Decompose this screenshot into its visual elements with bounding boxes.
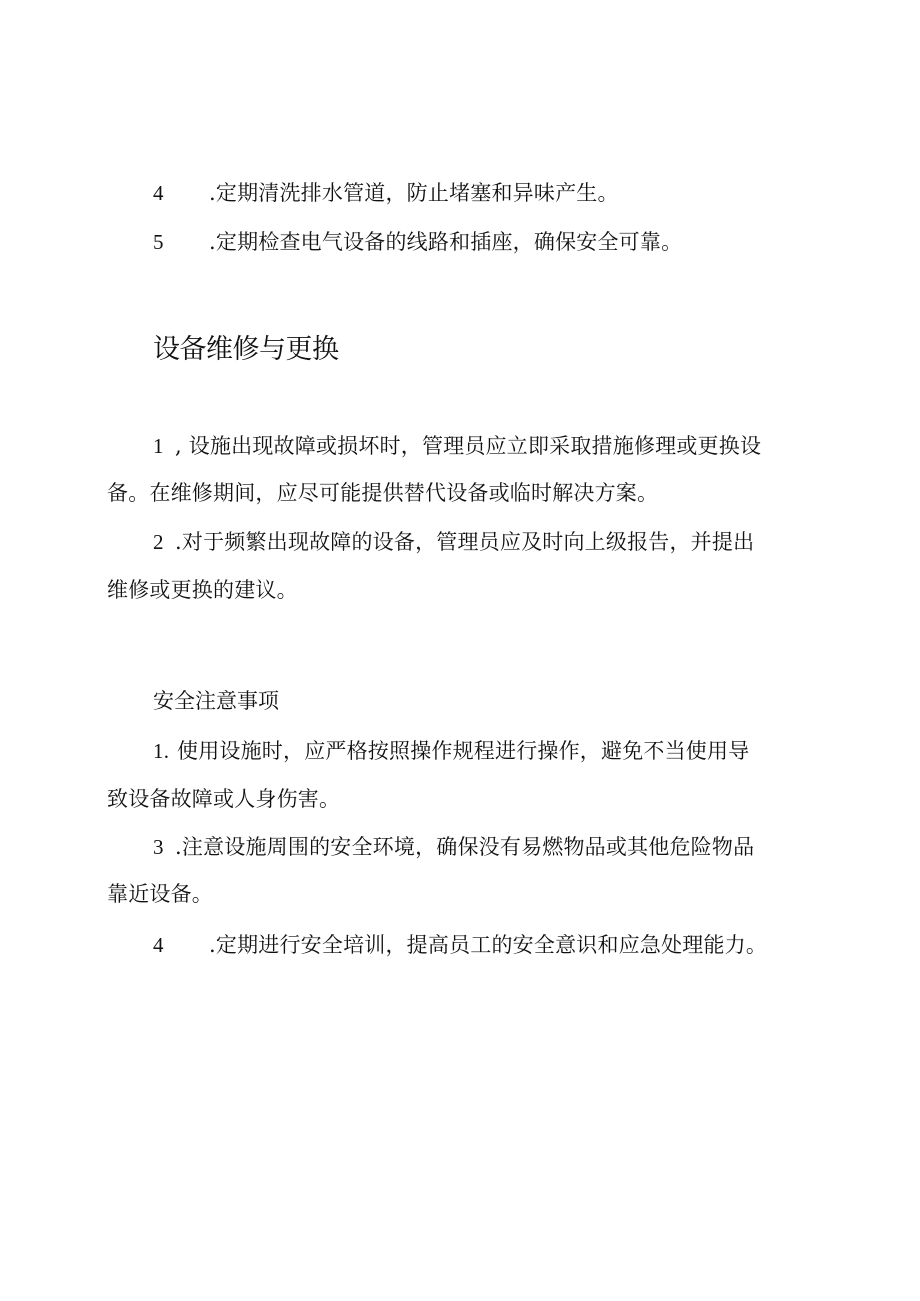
item-number: 4 — [153, 181, 164, 205]
item-text: .对于频繁出现故障的设备，管理员应及时向上级报告，并提出 — [175, 530, 755, 554]
repair-item-2-line2: 维修或更换的建议。 — [107, 578, 298, 602]
section-heading-safety: 安全注意事项 — [153, 689, 279, 713]
repair-item-2-line1 — [153, 527, 754, 557]
maintenance-item-4 — [153, 178, 619, 208]
item-text: .定期检查电气设备的线路和插座，确保安全可靠。 — [209, 230, 683, 254]
item-number: 2 — [153, 530, 164, 554]
item-number: 1 — [153, 434, 164, 458]
safety-item-1-line1 — [153, 736, 749, 766]
item-text: , 设施出现故障或损坏时，管理员应立即采取措施修理或更换设 — [175, 434, 762, 458]
item-number: 3 — [153, 835, 164, 859]
safety-item-4 — [153, 930, 767, 960]
safety-item-1-line2: 致设备故障或人身伤害。 — [107, 787, 341, 811]
item-number: 1. — [153, 739, 170, 763]
section-heading-repair: 设备维修与更换 — [153, 334, 339, 365]
repair-item-1-line2: 备。在维修期间，应尽可能提供替代设备或临时解决方案。 — [107, 481, 659, 505]
maintenance-item-5 — [153, 227, 682, 257]
item-text: .定期清洗排水管道，防止堵塞和异味产生。 — [209, 181, 619, 205]
safety-item-3-line2: 靠近设备。 — [107, 882, 213, 906]
item-text: .定期进行安全培训，提高员工的安全意识和应急处理能力。 — [209, 933, 768, 957]
item-number: 5 — [153, 230, 164, 254]
item-text: .注意设施周围的安全环境，确保没有易燃物品或其他危险物品 — [175, 835, 755, 859]
repair-item-1-line1 — [153, 431, 761, 461]
item-text: 使用设施时，应严格按照操作规程进行操作，避免不当使用导 — [177, 739, 750, 763]
item-number: 4 — [153, 933, 164, 957]
safety-item-3-line1 — [153, 832, 754, 862]
